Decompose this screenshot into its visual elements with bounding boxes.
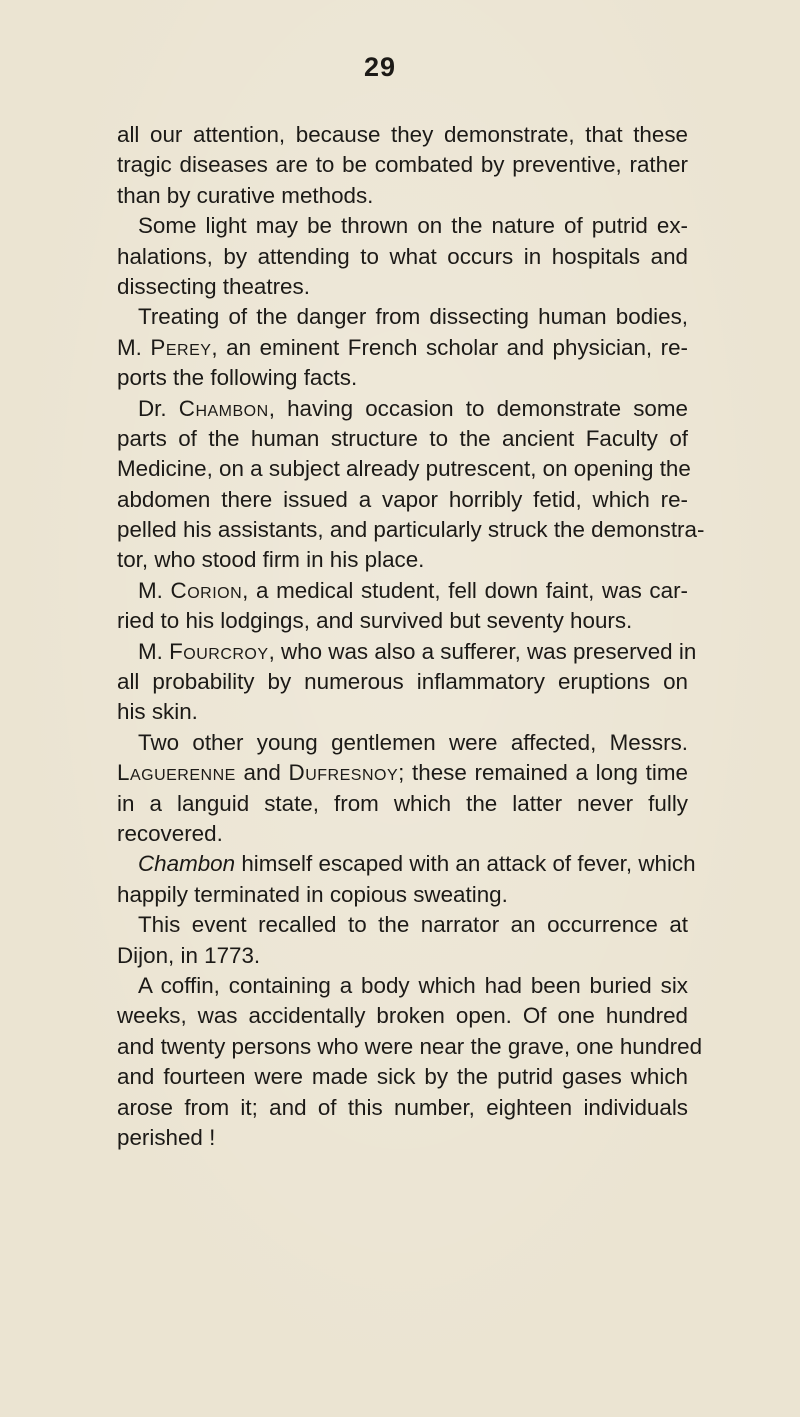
text-run: arose from it; and of this number, eighteen individuals (117, 1094, 688, 1120)
text-run: Some light may be thrown on the nature of putrid ex- (138, 213, 688, 239)
text-run: ried to his lodgings, and survived but seventy hours. (117, 608, 633, 634)
text-run: weeks, was accidentally broken open. Of one hundred (117, 1003, 688, 1029)
text-line (117, 849, 696, 879)
text-run: M. (138, 577, 171, 603)
text-line (117, 242, 688, 272)
text-run: dissecting theatres. (117, 273, 310, 299)
text-line (117, 424, 688, 454)
name-small-caps: Corion (170, 577, 243, 603)
name-small-caps: Chambon (178, 395, 269, 421)
text-run: pelled his assistants, and particularly struck the demonstra- (117, 517, 705, 543)
text-line (117, 272, 688, 302)
text-line (117, 880, 688, 910)
text-run: and twenty persons who were near the grave, one hundred (117, 1033, 703, 1059)
text-line (117, 1123, 688, 1153)
text-run: tragic diseases are to be combated by preventive, rather (117, 152, 688, 178)
text-run: recovered. (117, 820, 223, 846)
text-run: , a medical student, fell down faint, was car- (242, 577, 688, 603)
text-run: happily terminated in copious sweating. (117, 881, 508, 907)
text-run: Two other young gentlemen were affected, Messrs. (138, 729, 688, 755)
text-run: and fourteen were made sick by the putrid gases which (117, 1064, 688, 1090)
text-line (117, 181, 688, 211)
text-run: Dr. (138, 395, 179, 421)
name-small-caps: Dufresnoy (288, 760, 399, 786)
text-run: Treating of the danger from dissecting human bodies, (138, 304, 688, 330)
text-line (117, 363, 688, 393)
text-run: halations, by attending to what occurs in hospitals and (117, 243, 688, 269)
text-line (117, 728, 688, 758)
text-run: ; these remained a long time (398, 760, 688, 786)
text-run: Medicine, on a subject already putrescent, on opening the (117, 456, 691, 482)
page-number: 29 (363, 52, 397, 82)
text-line (117, 789, 688, 819)
text-run: ports the following facts. (117, 365, 358, 391)
text-line (117, 211, 688, 241)
text-run: perished ! (117, 1124, 216, 1150)
text-line (117, 150, 688, 180)
text-run: This event recalled to the narrator an occurrence at (138, 912, 688, 938)
text-run: tor, who stood firm in his place. (117, 547, 425, 573)
text-line (117, 667, 688, 697)
body-text (117, 120, 705, 1153)
text-run: all probability by numerous inflammatory eruptions on (117, 669, 688, 695)
name-small-caps: Perey (150, 334, 212, 360)
text-line (117, 545, 688, 575)
text-line (117, 606, 688, 636)
name-italic: Chambon (138, 851, 236, 877)
text-line (117, 941, 688, 971)
text-line (117, 485, 688, 515)
text-run: M. (117, 334, 151, 360)
text-line (117, 302, 688, 332)
text-line (117, 819, 688, 849)
text-run: , who was also a sufferer, was preserved in (268, 638, 697, 664)
text-line (117, 697, 688, 727)
text-run: himself escaped with an attack of fever, which (235, 851, 696, 877)
text-run: M. (138, 638, 170, 664)
text-line (117, 394, 688, 424)
text-line (117, 1032, 703, 1062)
text-run: all our attention, because they demonstrate, that these (117, 122, 688, 147)
text-line (117, 576, 688, 606)
text-line (117, 333, 688, 363)
text-run: abdomen there issued a vapor horribly fetid, which re- (117, 486, 688, 512)
text-line (117, 758, 688, 788)
text-line (117, 637, 697, 667)
text-line (117, 1001, 688, 1031)
text-run: , an eminent French scholar and physician, re- (211, 334, 689, 360)
text-line (117, 454, 691, 484)
text-run: and (235, 760, 289, 786)
text-line (117, 910, 688, 940)
text-run: in a languid state, from which the latter never fully (117, 790, 688, 816)
text-line (117, 120, 688, 150)
text-run: parts of the human structure to the ancient Faculty of (117, 425, 688, 451)
text-run: Dijon, in 1773. (117, 942, 261, 968)
text-run: , having occasion to demonstrate some (268, 395, 688, 421)
text-line (117, 1093, 688, 1123)
text-line (117, 515, 705, 545)
text-run: than by curative methods. (117, 182, 374, 208)
text-run: A coffin, containing a body which had been buried six (138, 972, 688, 998)
text-line (117, 1062, 688, 1092)
name-small-caps: Laguerenne (117, 760, 236, 786)
text-run: his skin. (117, 699, 198, 725)
name-small-caps: Fourcroy (169, 638, 269, 664)
text-line (117, 971, 688, 1001)
